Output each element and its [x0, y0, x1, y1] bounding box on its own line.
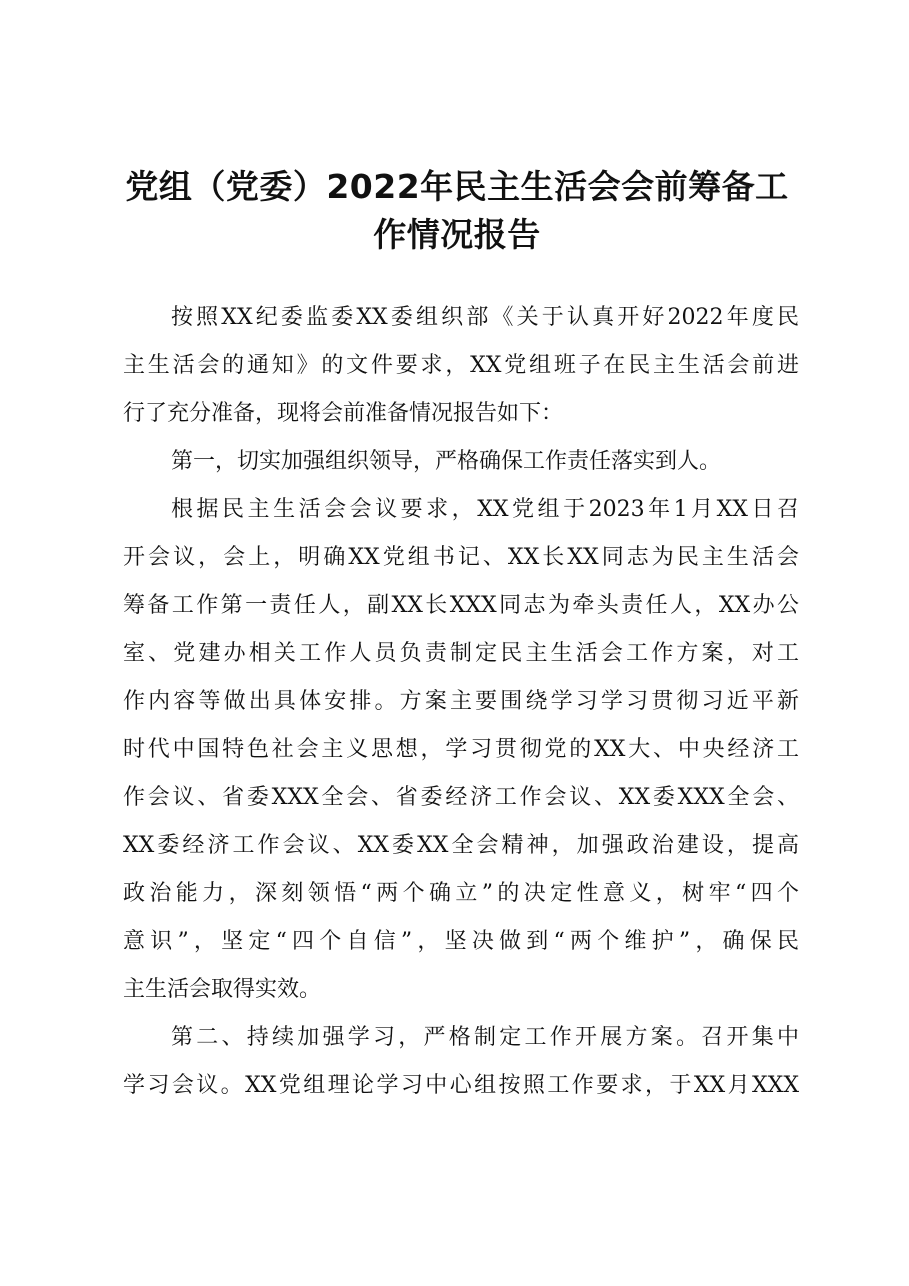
text-line: 开会议，会上，明确XX党组书记、XX长XX同志为民主生活会 [123, 545, 799, 570]
text-line: 行了充分准备，现将会前准备情况报告如下： [123, 401, 564, 426]
text-line: 作内容等做出具体安排。方案主要围绕学习学习贯彻习近平新 [123, 689, 799, 714]
text-line: 室、党建办相关工作人员负责制定民主生活会工作方案，对工 [123, 641, 799, 666]
paragraph-intro [123, 294, 799, 438]
text-line: 学习会议。XX党组理论学习中心组按照工作要求，于XX月XXX [123, 1073, 799, 1098]
text-line: 作会议、省委XXX全会、省委经济工作会议、XX委XXX全会、 [123, 785, 799, 810]
text-line: 主生活会的通知》的文件要求，XX党组班子在民主生活会前进 [123, 353, 799, 378]
text-line: 根据民主生活会会议要求，XX党组于2023年1月XX日召 [171, 497, 799, 522]
title-line: 党组（党委）2022年民主生活会会前筹备工 [125, 167, 789, 206]
text-line: 主生活会取得实效。 [123, 977, 322, 1002]
document-title [120, 163, 794, 259]
text-line: 时代中国特色社会主义思想，学习贯彻党的XX大、中央经济工 [123, 737, 799, 762]
text-line: 政治能力，深刻领悟“两个确立”的决定性意义，树牢“四个 [123, 881, 799, 906]
text-line: 意识”，坚定“四个自信”，坚决做到“两个维护”，确保民 [123, 929, 799, 954]
title-line: 作情况报告 [373, 215, 541, 254]
document-body [123, 294, 799, 1110]
text-line: 第一，切实加强组织领导，严格确保工作责任落实到人。 [171, 449, 722, 474]
text-line: 按照XX纪委监委XX委组织部《关于认真开好2022年度民 [171, 305, 799, 330]
paragraph-section-2 [123, 1014, 799, 1110]
text-line: 筹备工作第一责任人，副XX长XXX同志为牵头责任人，XX办公 [123, 593, 799, 618]
paragraph-section-1-body [123, 486, 799, 1014]
paragraph-section-1-heading [123, 438, 799, 486]
text-line: XX委经济工作会议、XX委XX全会精神，加强政治建设，提高 [123, 833, 799, 858]
text-line: 第二、持续加强学习，严格制定工作开展方案。召开集中 [171, 1025, 799, 1050]
